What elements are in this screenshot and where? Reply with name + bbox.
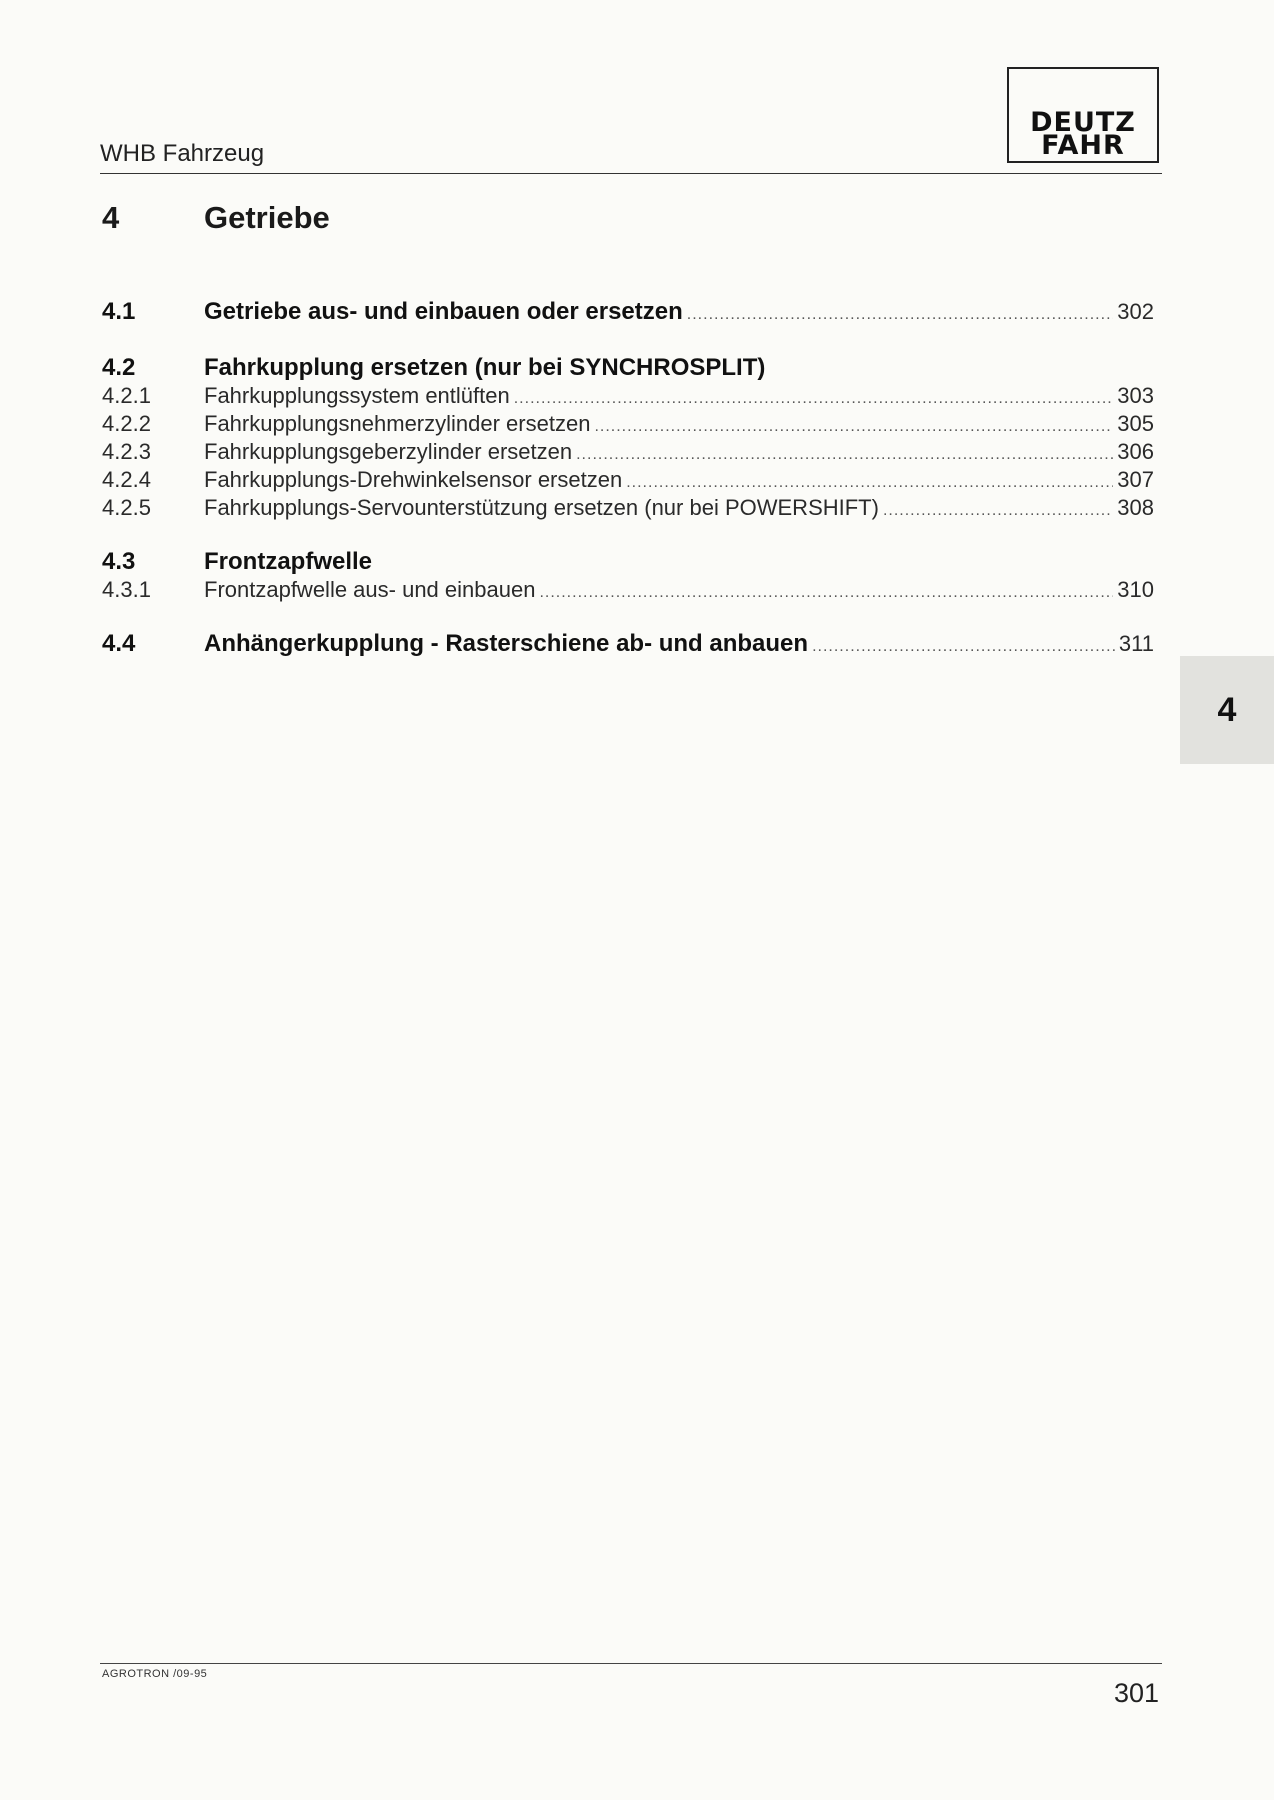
toc-title: Fahrkupplungssystem entlüften xyxy=(204,383,510,408)
toc-page: 310 xyxy=(1117,577,1154,602)
toc-entry-4-2-1[interactable] xyxy=(100,382,1154,410)
toc-number: 4.2.2 xyxy=(102,411,151,436)
toc-entry-4-2[interactable] xyxy=(100,354,1154,382)
logo-line-1: DEUTZ xyxy=(1030,107,1136,138)
toc-leader-dots xyxy=(576,441,1113,469)
toc-number: 4.2.1 xyxy=(102,383,151,408)
toc-page: 308 xyxy=(1117,495,1154,520)
toc-leader-dots xyxy=(539,579,1113,607)
toc-title: Fahrkupplungsgeberzylinder ersetzen xyxy=(204,439,573,464)
toc-title: Anhängerkupplung - Rasterschiene ab- und anbauen xyxy=(204,630,809,657)
logo-line-2: FAHR xyxy=(1041,130,1125,161)
footer-document-code: AGROTRON /09-95 xyxy=(102,1668,208,1680)
chapter-number: 4 xyxy=(102,200,120,235)
toc-page: 305 xyxy=(1117,411,1154,436)
footer-divider xyxy=(100,1663,1162,1664)
toc-entry-4-1[interactable] xyxy=(100,298,1154,326)
toc-entry-4-2-4[interactable] xyxy=(100,466,1154,494)
toc-entry-4-3-1[interactable] xyxy=(100,576,1154,604)
toc-title: Fahrkupplungs-Servounterstützung ersetzen (nur bei POWERSHIFT) xyxy=(204,495,879,520)
toc-page: 302 xyxy=(1117,299,1154,324)
chapter-title: Getriebe xyxy=(204,200,330,235)
header-divider xyxy=(100,173,1162,174)
table-of-contents xyxy=(100,298,1154,658)
toc-leader-dots xyxy=(812,633,1115,661)
toc-leader-dots xyxy=(883,497,1113,525)
toc-title: Frontzapfwelle xyxy=(204,548,373,575)
toc-number: 4.1 xyxy=(102,298,136,325)
toc-leader-dots xyxy=(594,413,1113,441)
toc-page: 311 xyxy=(1118,631,1154,656)
toc-page: 306 xyxy=(1117,439,1154,464)
toc-page: 307 xyxy=(1117,467,1154,492)
toc-title: Fahrkupplung ersetzen (nur bei SYNCHROSPLIT) xyxy=(204,354,766,381)
deutz-fahr-logo xyxy=(1007,67,1159,163)
toc-entry-4-2-3[interactable] xyxy=(100,438,1154,466)
toc-entry-4-4[interactable] xyxy=(100,630,1154,658)
toc-page: 303 xyxy=(1117,383,1154,408)
toc-leader-dots xyxy=(626,469,1113,497)
toc-title: Fahrkupplungs-Drehwinkelsensor ersetzen xyxy=(204,467,623,492)
toc-leader-dots xyxy=(687,301,1114,329)
toc-entry-4-2-5[interactable] xyxy=(100,494,1154,522)
page-number: 301 xyxy=(1113,1678,1159,1708)
toc-leader-dots xyxy=(514,385,1114,413)
toc-title: Getriebe aus- und einbauen oder ersetzen xyxy=(204,298,683,325)
document-header-title: WHB Fahrzeug xyxy=(100,140,265,167)
toc-entry-4-2-2[interactable] xyxy=(100,410,1154,438)
chapter-side-tab: 4 xyxy=(1180,656,1274,764)
toc-number: 4.4 xyxy=(102,630,136,657)
toc-number: 4.2.5 xyxy=(102,495,151,520)
toc-title: Frontzapfwelle aus- und einbauen xyxy=(204,577,536,602)
toc-number: 4.2.4 xyxy=(102,467,151,492)
toc-number: 4.2 xyxy=(102,354,136,381)
toc-entry-4-3[interactable] xyxy=(100,548,1154,576)
toc-number: 4.3 xyxy=(102,548,136,575)
toc-number: 4.3.1 xyxy=(102,577,151,602)
toc-number: 4.2.3 xyxy=(102,439,151,464)
toc-title: Fahrkupplungsnehmerzylinder ersetzen xyxy=(204,411,591,436)
